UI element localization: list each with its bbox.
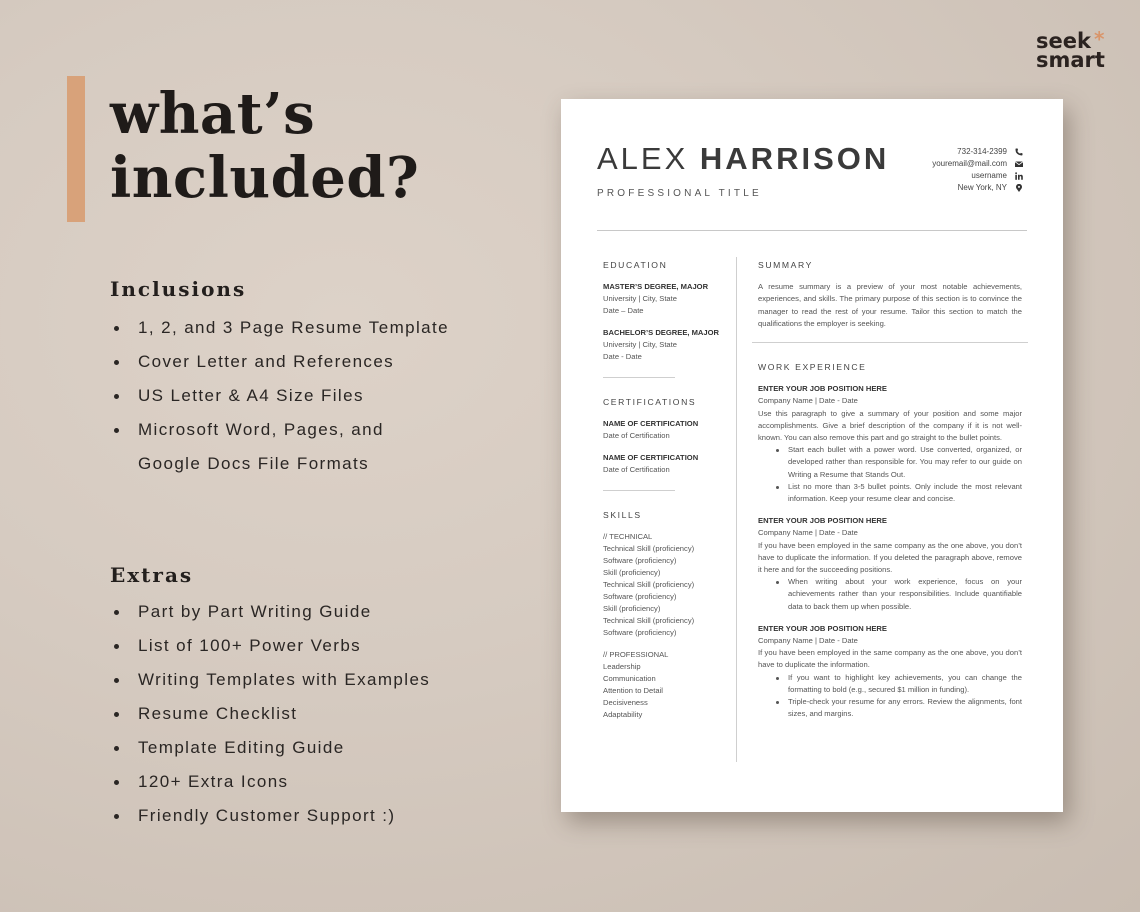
- bullet-dot: [114, 394, 119, 399]
- skills-heading: SKILLS: [603, 510, 642, 520]
- job-entry: [758, 515, 1022, 613]
- spacer: [603, 317, 728, 327]
- logo-line-1: seek: [1036, 29, 1091, 53]
- skill-item: Software (proficiency): [603, 556, 677, 565]
- extras-list: [110, 595, 430, 833]
- bullet-dot: [776, 581, 779, 584]
- job-company: Company Name | Date - Date: [758, 636, 858, 646]
- skill-item: Skill (proficiency): [603, 604, 661, 613]
- list-item: [110, 663, 430, 697]
- list-item-text: 1, 2, and 3 Page Resume Template: [138, 318, 449, 337]
- bullet-dot: [776, 486, 779, 489]
- mail-icon: [1015, 160, 1023, 168]
- date: Date – Date: [603, 306, 644, 315]
- resume-name: [597, 141, 889, 177]
- bullet-dot: [114, 428, 119, 433]
- job-position: ENTER YOUR JOB POSITION HERE: [758, 384, 887, 394]
- job-bullet-text: When writing about your work experience, focus on your achievements rather than your responsibilities. Include quantifiable data to back them up when possible.: [788, 577, 1022, 611]
- bullet-dot: [114, 712, 119, 717]
- bullet-dot: [776, 449, 779, 452]
- job-bullet-text: If you want to highlight key achievements, you can change the formatting to bold (e.g., secured $1 million in funding).: [788, 672, 1022, 694]
- bullet-dot: [114, 780, 119, 785]
- resume-professional-title: PROFESSIONAL TITLE: [597, 188, 762, 199]
- spacer: [603, 639, 728, 649]
- skills-professional-label: // PROFESSIONAL: [603, 650, 669, 659]
- resume-left-column: [603, 259, 728, 721]
- list-item-text: Writing Templates with Examples: [138, 670, 431, 689]
- headline-line-2: included?: [110, 145, 420, 211]
- list-item-text: Part by Part Writing Guide: [138, 602, 372, 621]
- skill-item: Attention to Detail: [603, 686, 663, 695]
- certification-name: NAME OF CERTIFICATION: [603, 419, 699, 428]
- bullet-dot: [114, 644, 119, 649]
- resume-right-column: [758, 259, 1022, 721]
- resume-first-name: ALEX: [597, 141, 689, 176]
- resume-preview: [561, 99, 1063, 812]
- inclusions-list: [110, 311, 449, 481]
- headline-line-1: what’s: [110, 81, 316, 147]
- contact-phone: [865, 146, 1025, 158]
- section-divider: [603, 377, 675, 378]
- list-item: [110, 413, 449, 447]
- resume-contact: [865, 146, 1025, 194]
- job-bullet-text: List no more than 3-5 bullet points. Only include the most relevant information. Keep your resume clear and concise.: [788, 481, 1022, 504]
- list-item-text: Cover Letter and References: [138, 352, 395, 371]
- list-item-text: List of 100+ Power Verbs: [138, 636, 362, 655]
- list-item: [110, 379, 449, 413]
- job-description: If you have been employed in the same company as the one above, you don’t have to duplicate the information.: [758, 648, 1022, 670]
- list-item: [110, 697, 430, 731]
- list-item-text: Google Docs File Formats: [138, 454, 370, 473]
- extras-title: Extras: [110, 563, 194, 587]
- contact-email-text: youremail@mail.com: [932, 159, 1007, 168]
- contact-email: [865, 158, 1025, 170]
- section-divider: [752, 342, 1028, 343]
- summary-text: A resume summary is a preview of your most notable achievements, experiences, and skills. The primary purpose of this section is to convince the manager to read the rest of your resume. Tailor this section to match the qualifications the employer is seeking.: [758, 282, 1022, 328]
- phone-icon: [1015, 148, 1023, 156]
- resume-last-name: HARRISON: [699, 141, 890, 176]
- bullet-dot: [776, 701, 779, 704]
- certification-date: Date of Certification: [603, 431, 670, 440]
- spacer: [758, 613, 1022, 623]
- skill-item: Technical Skill (proficiency): [603, 616, 695, 625]
- linkedin-icon: [1015, 172, 1023, 180]
- certification-entry: [603, 418, 728, 442]
- education-heading: EDUCATION: [603, 260, 668, 270]
- degree: MASTER’S DEGREE, MAJOR: [603, 282, 709, 291]
- school: University | City, State: [603, 340, 677, 349]
- education-entry: [603, 281, 728, 317]
- skill-item: Communication: [603, 674, 656, 683]
- list-item-text: Friendly Customer Support :): [138, 806, 396, 825]
- list-item: [110, 799, 430, 833]
- brand-logo: [1036, 27, 1105, 72]
- skill-item: Software (proficiency): [603, 628, 677, 637]
- job-entry: [758, 623, 1022, 721]
- list-item: [110, 731, 430, 765]
- list-item: [110, 595, 430, 629]
- headline: [110, 82, 419, 210]
- contact-phone-text: 732-314-2399: [957, 147, 1007, 156]
- degree: BACHELOR’S DEGREE, MAJOR: [603, 328, 720, 337]
- job-bullet: [758, 672, 1022, 696]
- skill-item: Leadership: [603, 662, 641, 671]
- school: University | City, State: [603, 294, 677, 303]
- list-item: [110, 345, 449, 379]
- skills-technical-label: // TECHNICAL: [603, 532, 653, 541]
- contact-location-text: New York, NY: [957, 183, 1007, 192]
- job-bullet: [758, 444, 1022, 481]
- skill-item: Technical Skill (proficiency): [603, 544, 695, 553]
- list-item-text: Microsoft Word, Pages, and: [138, 420, 384, 439]
- date: Date - Date: [603, 352, 642, 361]
- bullet-dot: [114, 360, 119, 365]
- accent-bar: [67, 76, 85, 222]
- certifications-heading: CERTIFICATIONS: [603, 397, 697, 407]
- job-entry: [758, 383, 1022, 505]
- spacer: [758, 505, 1022, 515]
- skill-item: Adaptability: [603, 710, 643, 719]
- inclusions-title: Inclusions: [110, 277, 247, 301]
- contact-location: [865, 182, 1025, 194]
- location-pin-icon: [1015, 184, 1023, 192]
- bullet-dot: [114, 814, 119, 819]
- job-position: ENTER YOUR JOB POSITION HERE: [758, 623, 887, 633]
- skill-item: Skill (proficiency): [603, 568, 661, 577]
- contact-linkedin-text: username: [971, 171, 1007, 180]
- section-divider: [603, 490, 675, 491]
- contact-linkedin: [865, 170, 1025, 182]
- job-bullet: [758, 576, 1022, 613]
- list-item-text: US Letter & A4 Size Files: [138, 386, 364, 405]
- job-bullet-text: Triple-check your resume for any errors. Review the alignments, font sizes, and margins.: [788, 697, 1022, 719]
- certification-name: NAME OF CERTIFICATION: [603, 453, 699, 462]
- list-item: [110, 765, 430, 799]
- job-description: Use this paragraph to give a summary of your position and some major accomplishments. Give a brief description of the company if it is not well-known. You can also remove this part and go straight to the bullet points.: [758, 408, 1022, 443]
- skill-item: Decisiveness: [603, 698, 648, 707]
- job-company: Company Name | Date - Date: [758, 528, 858, 538]
- job-bullet-text: Start each bullet with a power word. Use converted, organized, or developed rather than responsible for. You may refer to our guide on Writing a Resume that Stands Out.: [788, 445, 1022, 479]
- spacer: [603, 442, 728, 452]
- list-item-text: Template Editing Guide: [138, 738, 345, 757]
- skill-item: Technical Skill (proficiency): [603, 580, 695, 589]
- list-item: [110, 629, 430, 663]
- bullet-dot: [776, 677, 779, 680]
- logo-line-2: smart: [1036, 48, 1105, 72]
- bullet-dot: [114, 746, 119, 751]
- work-heading: WORK EXPERIENCE: [758, 362, 867, 373]
- job-description: If you have been employed in the same company as the one above, you don’t have to duplicate the information. If you deleted the paragraph above, remove it here and for the succeeding positions.: [758, 540, 1022, 575]
- education-entry: [603, 327, 728, 363]
- list-item-continuation: [110, 447, 449, 481]
- logo-asterisk: *: [1094, 27, 1105, 51]
- bullet-dot: [114, 678, 119, 683]
- summary-heading: SUMMARY: [758, 260, 813, 270]
- skill-item: Software (proficiency): [603, 592, 677, 601]
- certification-entry: [603, 452, 728, 476]
- bullet-dot: [114, 326, 119, 331]
- list-item: [110, 311, 449, 345]
- job-position: ENTER YOUR JOB POSITION HERE: [758, 516, 887, 526]
- job-bullet: [758, 696, 1022, 720]
- job-bullet: [758, 481, 1022, 505]
- bullet-dot: [114, 610, 119, 615]
- certification-date: Date of Certification: [603, 465, 670, 474]
- job-company: Company Name | Date - Date: [758, 396, 858, 406]
- column-divider: [736, 257, 737, 762]
- header-divider: [597, 230, 1027, 231]
- list-item-text: Resume Checklist: [138, 704, 298, 723]
- list-item-text: 120+ Extra Icons: [138, 772, 289, 791]
